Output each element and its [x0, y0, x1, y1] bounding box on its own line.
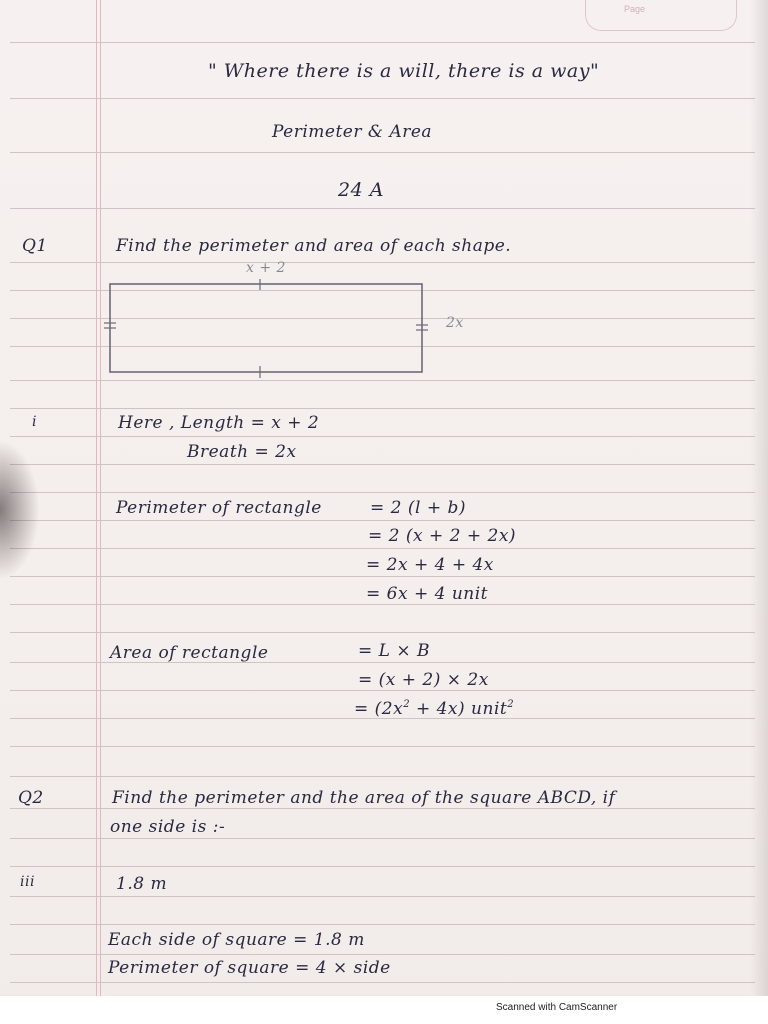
area-final-exponent: 2: [507, 699, 515, 710]
q2-part: iii: [20, 874, 35, 890]
area-final-part: + 4x) unit: [410, 699, 508, 719]
q1-number: Q1: [22, 236, 48, 256]
area-step: = (x + 2) × 2x: [358, 670, 489, 690]
q2-number: Q2: [18, 788, 44, 808]
perimeter-label: Perimeter of rectangle: [116, 498, 322, 518]
q2-prompt-line2: one side is :-: [110, 817, 226, 837]
perimeter-step: = 6x + 4 unit: [366, 584, 488, 604]
perimeter-step: = 2x + 4 + 4x: [366, 555, 494, 575]
area-label: Area of rectangle: [110, 643, 269, 663]
rectangle-shape: [110, 284, 422, 372]
exercise-number: 24 A: [338, 179, 384, 201]
area-final-part: = (2x: [354, 699, 404, 719]
figure-right-label: 2x: [446, 315, 464, 331]
length-line: Here , Length = x + 2: [118, 413, 320, 433]
q1-prompt: Find the perimeter and area of each shape.: [116, 236, 512, 256]
part-mark: i: [32, 414, 37, 430]
breadth-line: Breath = 2x: [187, 442, 297, 462]
camscanner-watermark: Scanned with CamScanner: [496, 1002, 618, 1013]
perimeter-square-line: Perimeter of square = 4 × side: [108, 958, 391, 978]
side-line: Each side of square = 1.8 m: [108, 930, 365, 950]
perimeter-step: = 2 (x + 2 + 2x): [368, 526, 517, 546]
area-final-exponent: 2: [403, 699, 411, 710]
area-step: = L × B: [358, 641, 430, 661]
quote-text: " Where there is a will, there is a way": [208, 60, 600, 82]
figure-top-label: x + 2: [246, 260, 286, 276]
scan-footer: [0, 996, 768, 1024]
area-final-step: [354, 699, 514, 719]
page-heading: Perimeter & Area: [272, 122, 433, 142]
q2-prompt-line1: Find the perimeter and the area of the square ABCD, if: [112, 788, 616, 808]
perimeter-step: = 2 (l + b): [370, 498, 467, 518]
page-stamp-label: Page: [624, 4, 646, 14]
q2-value: 1.8 m: [116, 874, 168, 894]
